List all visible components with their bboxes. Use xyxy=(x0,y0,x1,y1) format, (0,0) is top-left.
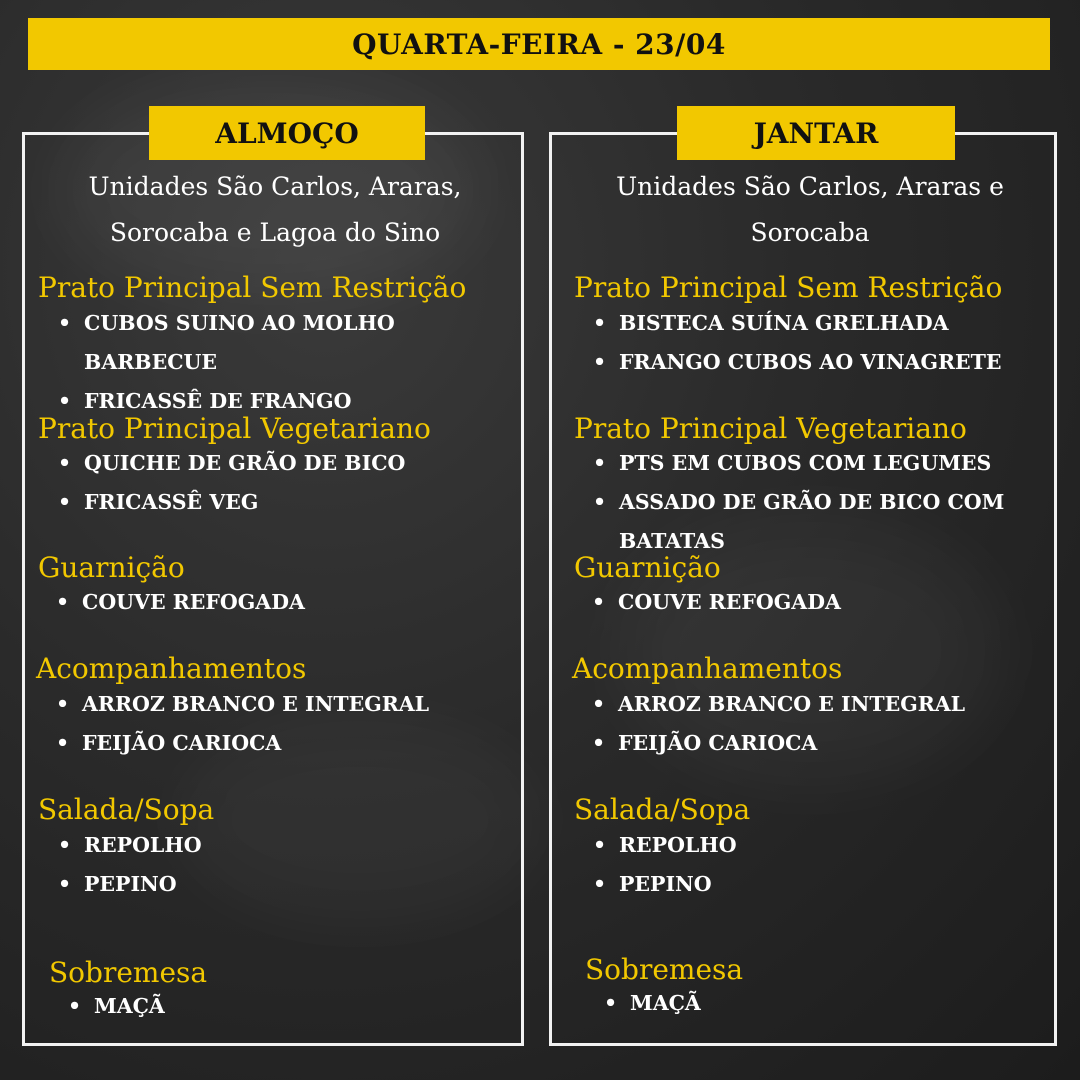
dinner-units-line2: Sorocaba xyxy=(750,218,870,247)
lunch-veg-item: • QUICHE DE GRÃO DE BICO xyxy=(58,451,406,475)
lunch-main-heading: Prato Principal Sem Restrição xyxy=(38,271,467,304)
lunch-acc-heading: Acompanhamentos xyxy=(36,652,307,685)
dinner-dessert-item: • MAÇÃ xyxy=(604,991,701,1015)
dinner-tab: JANTAR xyxy=(677,106,955,160)
day-title-banner: QUARTA-FEIRA - 23/04 xyxy=(28,18,1050,70)
dinner-acc-item: • FEIJÃO CARIOCA xyxy=(592,731,818,755)
lunch-units-line2: Sorocaba e Lagoa do Sino xyxy=(109,218,441,247)
dinner-units xyxy=(560,164,1060,256)
lunch-main-item: • FRICASSÊ DE FRANGO xyxy=(58,389,352,413)
dinner-acc-item: • ARROZ BRANCO E INTEGRAL xyxy=(592,692,966,716)
dinner-veg-item: • PTS EM CUBOS COM LEGUMES xyxy=(593,451,992,475)
dinner-veg-item-cont: BATATAS xyxy=(619,529,725,553)
dinner-salad-heading: Salada/Sopa xyxy=(574,793,751,826)
lunch-salad-heading: Salada/Sopa xyxy=(38,793,215,826)
lunch-acc-item: • FEIJÃO CARIOCA xyxy=(56,731,282,755)
dinner-side-heading: Guarnição xyxy=(574,551,721,584)
lunch-main-item-cont: BARBECUE xyxy=(84,350,218,374)
lunch-veg-heading: Prato Principal Vegetariano xyxy=(38,412,431,445)
dinner-side-item: • COUVE REFOGADA xyxy=(592,590,841,614)
lunch-salad-item: • REPOLHO xyxy=(58,833,202,857)
dinner-salad-item: • REPOLHO xyxy=(593,833,737,857)
dinner-veg-item: • ASSADO DE GRÃO DE BICO COM xyxy=(593,490,1005,514)
lunch-side-item: • COUVE REFOGADA xyxy=(56,590,305,614)
lunch-dessert-heading: Sobremesa xyxy=(49,956,208,989)
lunch-dessert-item: • MAÇÃ xyxy=(68,994,165,1018)
lunch-units xyxy=(25,164,525,256)
lunch-acc-item: • ARROZ BRANCO E INTEGRAL xyxy=(56,692,430,716)
lunch-tab: ALMOÇO xyxy=(149,106,425,160)
lunch-units-line1: Unidades São Carlos, Araras, xyxy=(88,172,462,201)
dinner-units-line1: Unidades São Carlos, Araras e xyxy=(616,172,1004,201)
lunch-veg-item: • FRICASSÊ VEG xyxy=(58,490,259,514)
dinner-main-item: • FRANGO CUBOS AO VINAGRETE xyxy=(593,350,1002,374)
lunch-salad-item: • PEPINO xyxy=(58,872,177,896)
dinner-main-heading: Prato Principal Sem Restrição xyxy=(574,271,1003,304)
lunch-main-item: • CUBOS SUINO AO MOLHO xyxy=(58,311,395,335)
dinner-dessert-heading: Sobremesa xyxy=(585,953,744,986)
dinner-main-item: • BISTECA SUÍNA GRELHADA xyxy=(593,311,949,335)
dinner-veg-heading: Prato Principal Vegetariano xyxy=(574,412,967,445)
dinner-acc-heading: Acompanhamentos xyxy=(572,652,843,685)
dinner-salad-item: • PEPINO xyxy=(593,872,712,896)
lunch-side-heading: Guarnição xyxy=(38,551,185,584)
